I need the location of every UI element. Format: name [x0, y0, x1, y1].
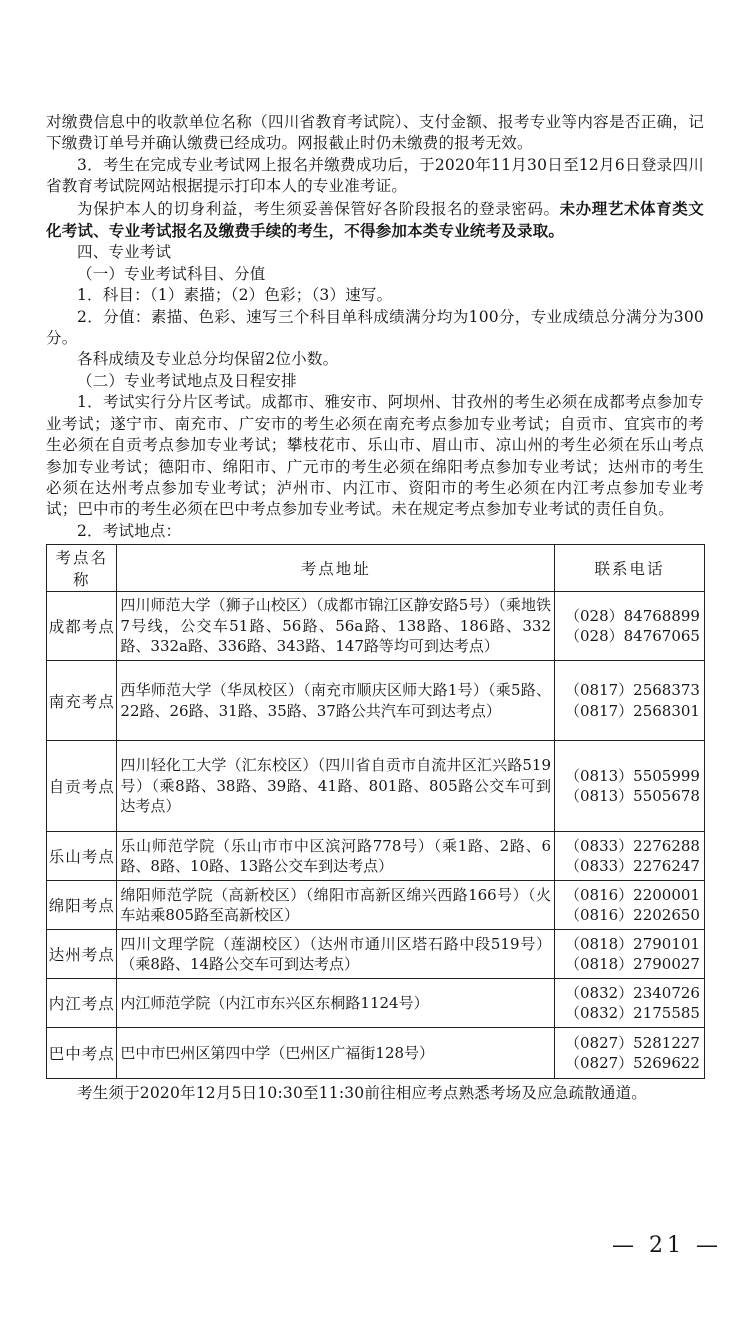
header-site-address: 考点地址: [117, 545, 555, 592]
site-address: 四川师范大学（狮子山校区）（成都市锦江区静安路5号）（乘地铁7号线，公交车51路、56路、56a路、138路、186路、332路、332a路、336路、343路、147路等均可到达考点）: [117, 592, 555, 661]
site-name: 乐山考点: [47, 832, 117, 881]
site-phones: [555, 741, 705, 832]
site-address: 四川轻化工大学（汇东校区）（四川省自贡市自流井区汇兴路519号）（乘8路、38路、39路、41路、801路、805路公交车可到达考点）: [117, 741, 555, 832]
site-address: 内江师范学院（内江市东兴区东桐路1124号）: [117, 979, 555, 1028]
paragraph: [46, 307, 704, 350]
header-site-name: 考点名称: [47, 545, 117, 592]
table-header-row: [47, 545, 705, 592]
paragraph-bold-text: 未办理艺术体育类文化考试、专业考试报名及缴费手续的考生，不得参加本类专业统考及录取。: [46, 198, 704, 241]
site-name: 自贡考点: [47, 741, 117, 832]
paragraph: [46, 264, 704, 285]
site-address: 西华师范大学（华凤校区）（南充市顺庆区师大路1号）（乘5路、22路、26路、31路、35路、37路公共汽车可到达考点）: [117, 661, 555, 741]
site-phones: [555, 979, 705, 1028]
phone-number: （0817）2568301: [565, 701, 700, 720]
phone-number: （0813）5505999: [565, 766, 700, 785]
paragraph-text: 1．考试实行分片区考试。成都市、雅安市、阿坝州、甘孜州的考生必须在成都考点参加专业考试；遂宁市、南充市、广安市的考生必须在南充考点参加专业考试；自贡市、宜宾市的考生必须在自贡考点参加专业考试；攀枝花市、乐山市、眉山市、凉山州的考生必须在乐山考点参加专业考试；德阳市、绵阳市、广元市的考生必须在绵阳考点参加专业考试；达州市的考生必须在达州考点参加专业考试；泸州市、内江市、资阳市的考生必须在内江考点参加专业考试；巴中市的考生必须在巴中考点参加专业考试。未在规定考点参加专业考试的责任自负。: [46, 393, 704, 519]
site-phones: [555, 661, 705, 741]
phone-number: （0827）5281227: [565, 1033, 700, 1052]
table-row: [47, 661, 705, 741]
paragraph: [46, 155, 704, 198]
paragraph: [46, 521, 704, 542]
phone-number: （0818）2790027: [565, 955, 700, 974]
table-row: [47, 592, 705, 661]
paragraph-text: 1．科目：（1）素描；（2）色彩；（3）速写。: [77, 286, 393, 305]
site-phones: [555, 1028, 705, 1079]
paragraph-text: 2．分值：素描、色彩、速写三个科目单科成绩满分均为100分，专业成绩总分满分为300分。: [46, 307, 704, 348]
paragraph-text: （一）专业考试科目、分值: [77, 264, 266, 283]
site-name: 巴中考点: [47, 1028, 117, 1079]
paragraph-text: 3．考生在完成专业考试网上报名并缴费成功后，于2020年11月30日至12月6日登录四川省教育考试院网站根据提示打印本人的专业准考证。: [46, 155, 704, 196]
footer-note: 考生须于2020年12月5日10:30至11:30前往相应考点熟悉考场及应急疏散通道。: [77, 1084, 647, 1103]
table-row: [47, 1028, 705, 1079]
table-row: [47, 832, 705, 881]
phone-number: （0816）2200001: [565, 885, 700, 904]
table-row: [47, 881, 705, 930]
paragraph-text: 四、专业考试: [77, 243, 172, 262]
site-name: 成都考点: [47, 592, 117, 661]
table-row: [47, 979, 705, 1028]
phone-number: （0818）2790101: [565, 934, 700, 953]
phone-number: （0817）2568373: [565, 681, 700, 700]
paragraph-text: 2．考试地点：: [77, 521, 182, 540]
phone-number: （0813）5505678: [565, 787, 700, 806]
site-phones: [555, 592, 705, 661]
paragraph: [46, 371, 704, 392]
site-address: 巴中市巴州区第四中学（巴州区广福街128号）: [117, 1028, 555, 1079]
phone-number: （0832）2340726: [565, 983, 700, 1002]
phone-number: （0833）2276288: [565, 836, 700, 855]
paragraph-text: 对缴费信息中的收款单位名称（四川省教育考试院）、支付金额、报考专业等内容是否正确，记下缴费订单号并确认缴费已经成功。网报截止时仍未缴费的报考无效。: [46, 113, 704, 153]
site-name: 达州考点: [47, 930, 117, 979]
phone-number: （0833）2276247: [565, 857, 700, 876]
body-text: [46, 112, 704, 542]
paragraph: [46, 198, 704, 243]
site-phones: [555, 832, 705, 881]
table-row: [47, 741, 705, 832]
paragraph: [46, 285, 704, 306]
phone-number: （0832）2175585: [565, 1004, 700, 1023]
phone-number: （0816）2202650: [565, 906, 700, 925]
phone-number: （028）84768899: [565, 606, 700, 625]
site-phones: [555, 881, 705, 930]
site-name: 南充考点: [47, 661, 117, 741]
site-phones: [555, 930, 705, 979]
phone-number: （0827）5269622: [565, 1054, 700, 1073]
paragraph-text: 各科成绩及专业总分均保留2位小数。: [77, 350, 339, 369]
page-number: — 21 —: [612, 1233, 722, 1258]
table-row: [47, 930, 705, 979]
site-address: 乐山师范学院（乐山市市中区滨河路778号）（乘1路、2路、6路、8路、10路、13路公交车到达考点）: [117, 832, 555, 881]
paragraph: [46, 112, 704, 155]
site-address: 四川文理学院（莲湖校区）（达州市通川区塔石路中段519号）（乘8路、14路公交车可到达考点）: [117, 930, 555, 979]
site-name: 绵阳考点: [47, 881, 117, 930]
paragraph: [46, 242, 704, 263]
paragraph: [46, 349, 704, 370]
header-phone: 联系电话: [555, 545, 705, 592]
paragraph-text: 为保护本人的切身利益，考生须妥善保管好各阶段报名的登录密码。: [77, 199, 560, 218]
exam-sites-table: [46, 544, 705, 1079]
site-name: 内江考点: [47, 979, 117, 1028]
paragraph-text: （二）专业考试地点及日程安排: [77, 371, 297, 390]
paragraph: [46, 392, 704, 520]
site-address: 绵阳师范学院（高新校区）（绵阳市高新区绵兴西路166号）（火车站乘805路至高新校区）: [117, 881, 555, 930]
phone-number: （028）84767065: [565, 627, 700, 646]
